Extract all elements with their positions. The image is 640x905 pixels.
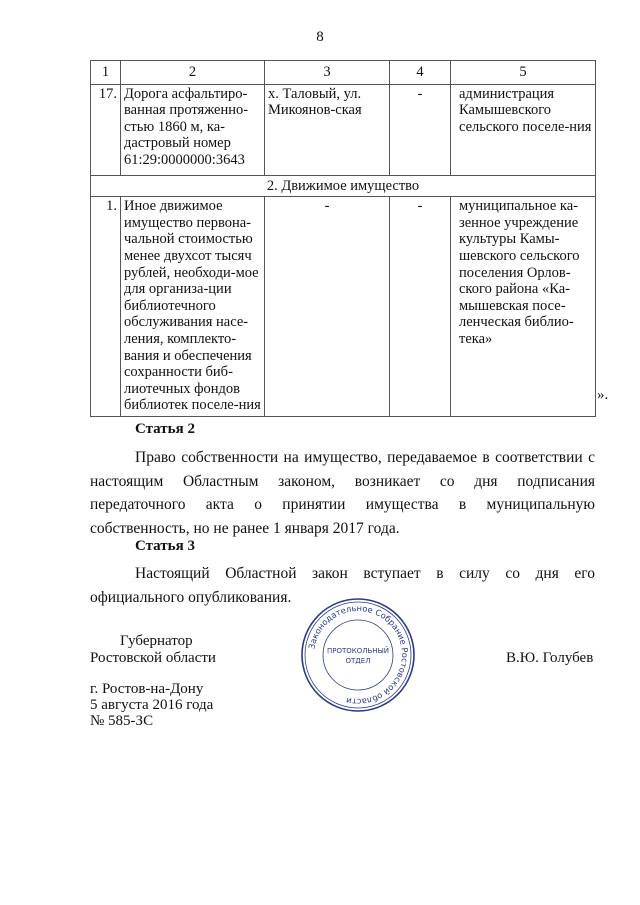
signatory-name: В.Ю. Голубев bbox=[506, 650, 594, 666]
stamp-outer-ring bbox=[302, 599, 414, 711]
table-header-row bbox=[91, 61, 596, 85]
property-name: Дорога асфальтиро-ванная протяженно-стью 1860 м, ка-дастровый номер 61:29:0000000:3643 bbox=[121, 84, 265, 175]
table-row bbox=[91, 84, 596, 175]
signatory-title-line2: Ростовской области bbox=[90, 650, 216, 666]
property-name: Иное движимое имущество первона-чальной стоимостью менее двухсот тысяч рублей, необходи-мое для организа-ции библиотечного обслуживания насе-ления, комплекто-вания и обеспечения сохранности биб-лиотечных фондов библиотек поселе-ния bbox=[121, 197, 265, 417]
header-cell: 5 bbox=[451, 61, 596, 85]
section-title: 2. Движимое имущество bbox=[91, 175, 596, 197]
property-table bbox=[90, 60, 596, 417]
stamp-ring-text: Законодательное Собрание Ростовской области bbox=[306, 602, 411, 708]
header-cell: 3 bbox=[265, 61, 390, 85]
signing-date: 5 августа 2016 года bbox=[90, 697, 214, 713]
row-number: 1. bbox=[91, 197, 121, 417]
property-address: х. Таловый, ул. Микоянов-ская bbox=[265, 84, 390, 175]
stamp-center-ring bbox=[323, 620, 393, 690]
page-number: 8 bbox=[316, 29, 324, 45]
header-cell: 1 bbox=[91, 61, 121, 85]
property-col4: - bbox=[390, 197, 451, 417]
article-3-text: Настоящий Областной закон вступает в силу со дня его официального опубликования. bbox=[90, 565, 595, 606]
signing-city: г. Ростов-на-Дону bbox=[90, 681, 204, 697]
stamp-inner-ring bbox=[305, 602, 411, 708]
law-number: № 585-ЗС bbox=[90, 713, 154, 729]
article-2-text: Право собственности на имущество, передаваемое в соответствии с настоящим Областным законом, возникает со дня подписания передаточного акта о принятии имущества в муниципальную собственность, но не ранее 1 января 2017 года. bbox=[90, 449, 595, 537]
header-cell: 4 bbox=[390, 61, 451, 85]
article-3-title: Статья 3 bbox=[135, 538, 195, 554]
section-row bbox=[91, 175, 596, 197]
official-stamp bbox=[298, 595, 418, 715]
signatory-title-line1: Губернатор bbox=[120, 633, 193, 649]
table-row bbox=[91, 197, 596, 417]
stamp-center-line2: ОТДЕЛ bbox=[345, 657, 371, 665]
article-2-title: Статья 2 bbox=[135, 421, 195, 437]
row-number: 17. bbox=[91, 84, 121, 175]
property-holder: администрация Камышевского сельского поселе-ния bbox=[451, 84, 596, 175]
property-address: - bbox=[265, 197, 390, 417]
property-col4: - bbox=[390, 84, 451, 175]
property-holder: муниципальное ка-зенное учреждение культуры Камы-шевского сельского поселения Орлов-ского района «Ка-мышевская посе-ленческая библио-тека» bbox=[451, 197, 596, 417]
stamp-center-line1: ПРОТОКОЛЬНЫЙ bbox=[326, 647, 390, 655]
header-cell: 2 bbox=[121, 61, 265, 85]
closing-quote: ». bbox=[597, 387, 609, 403]
